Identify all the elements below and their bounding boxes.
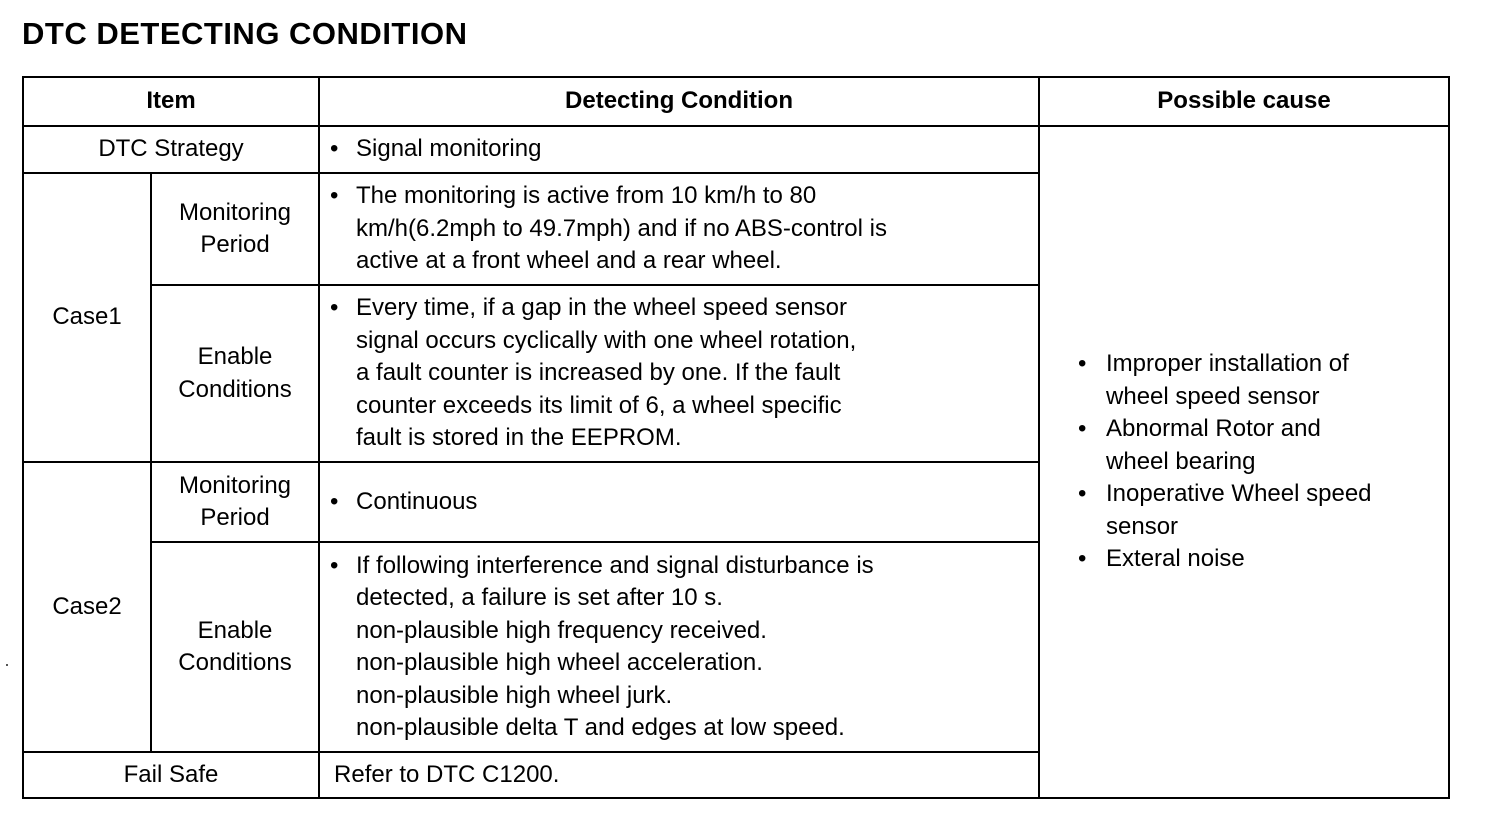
case2-monitoring-label: Monitoring Period (151, 462, 319, 542)
header-possible-cause: Possible cause (1039, 77, 1449, 126)
cause-item: • Abnormal Rotor and wheel bearing (1106, 413, 1442, 478)
strategy-row (23, 126, 1449, 173)
case1-monitoring-value: • The monitoring is active from 10 km/h to 80 km/h(6.2mph to 49.7mph) and if no ABS-control is active at a front wheel and a rear wheel. (319, 173, 1039, 285)
cause-item: • Exteral noise (1106, 543, 1442, 576)
failsafe-label: Fail Safe (23, 752, 319, 798)
strategy-value: • Signal monitoring (356, 133, 1030, 166)
case2-enable-value: • If following interference and signal disturbance is detected, a failure is set after 10 s. non-plausible high frequency received. non-plausible high wheel acceleration. non-plausible high wheel jurk. non-plausible delta T and edges at low speed. (319, 542, 1039, 752)
scan-speck (6, 664, 8, 666)
page-title: DTC DETECTING CONDITION (22, 16, 468, 51)
case1-label: Case1 (23, 173, 151, 462)
header-item: Item (23, 77, 319, 126)
header-detecting-condition: Detecting Condition (319, 77, 1039, 126)
cause-item: • Improper installation of wheel speed sensor (1106, 348, 1442, 413)
case2-label: Case2 (23, 462, 151, 752)
strategy-value-cell (319, 126, 1039, 173)
case2-monitoring-value: • Continuous (356, 486, 1030, 519)
strategy-label: DTC Strategy (23, 126, 319, 173)
possible-cause-cell (1039, 126, 1449, 798)
header-row (23, 77, 1449, 126)
case2-monitoring-value-cell (319, 462, 1039, 542)
case1-enable-label: Enable Conditions (151, 285, 319, 462)
case1-monitoring-label: Monitoring Period (151, 173, 319, 285)
cause-item: • Inoperative Wheel speed sensor (1106, 478, 1442, 543)
failsafe-value: Refer to DTC C1200. (319, 752, 1039, 798)
case2-enable-label: Enable Conditions (151, 542, 319, 752)
dtc-condition-table (22, 76, 1450, 799)
case1-enable-value: • Every time, if a gap in the wheel speed sensor signal occurs cyclically with one wheel rotation, a fault counter is increased by one. If the fault counter exceeds its limit of 6, a wheel specific fault is stored in the EEPROM. (319, 285, 1039, 462)
